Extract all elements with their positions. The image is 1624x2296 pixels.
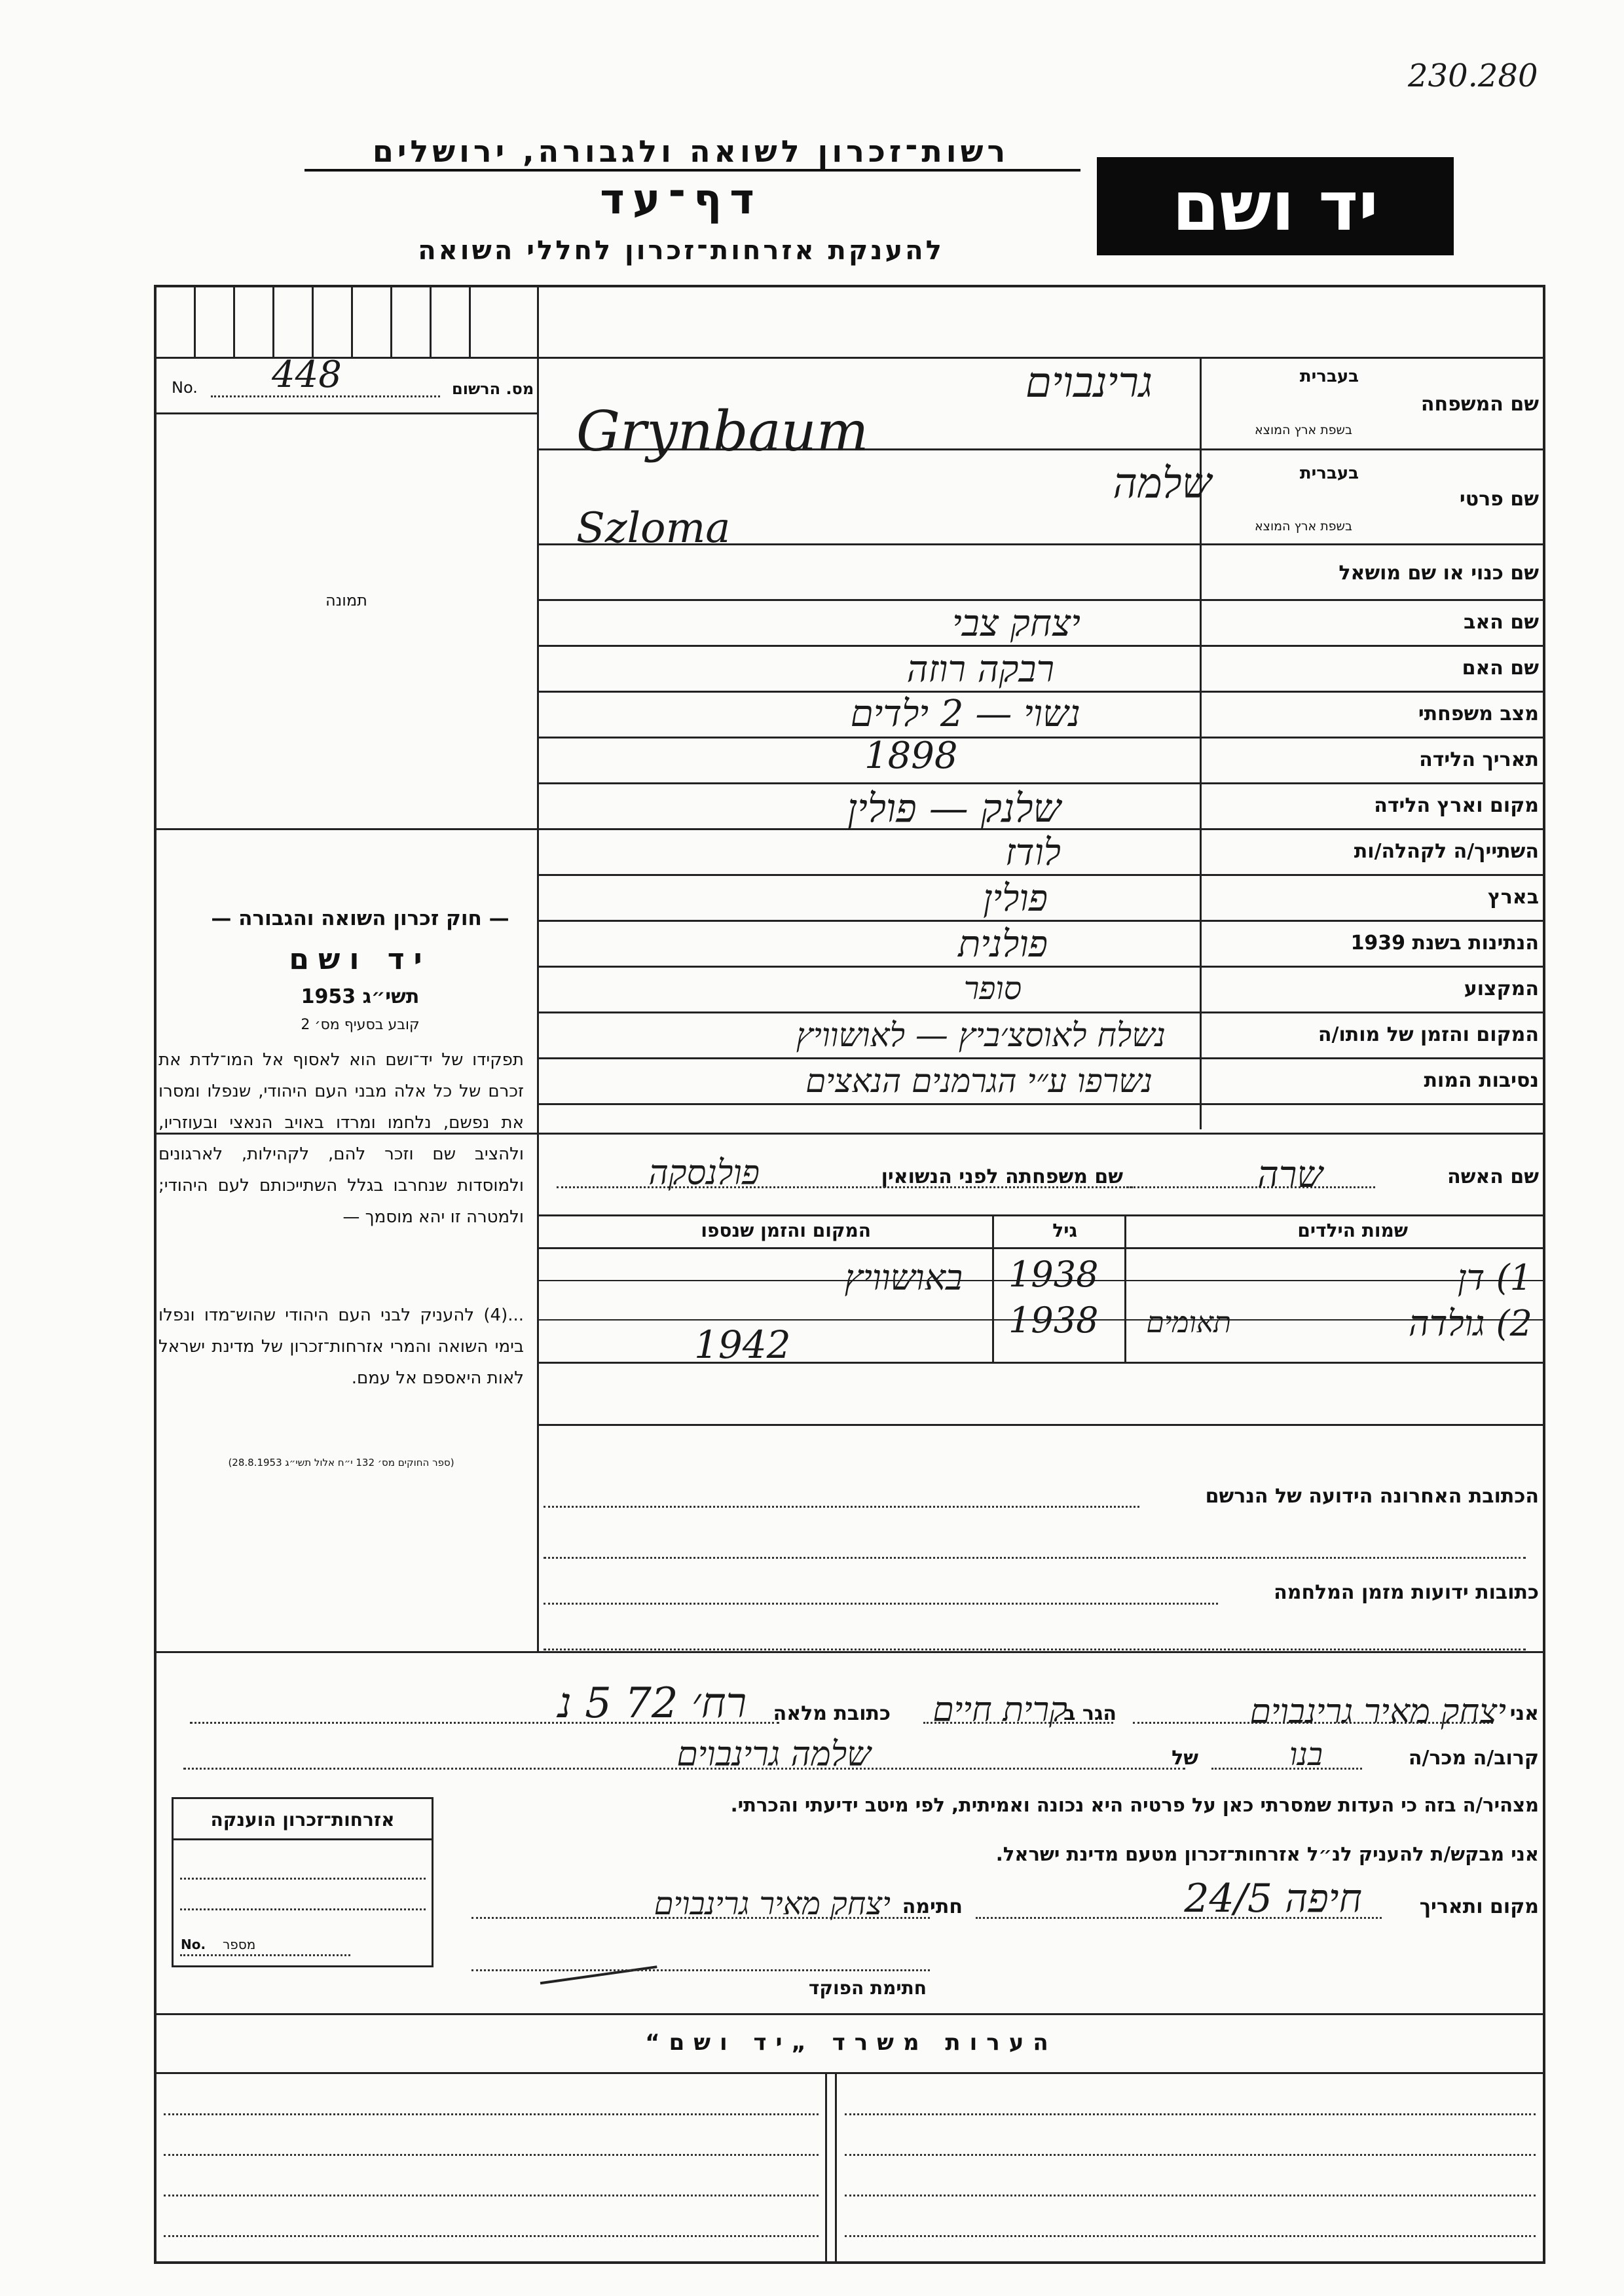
photo-label: תמונה [325, 591, 367, 610]
place-date-label: מקום ותאריך [1419, 1895, 1539, 1918]
decl-full-address-label: כתובת מלאה [773, 1702, 891, 1725]
first-name-sub-hebrew: בעברית [1299, 464, 1359, 483]
children-place-header: המקום והזמן שנספו [701, 1220, 871, 1241]
signature-value[interactable]: יצחק מאיר גרינבוים [654, 1886, 891, 1922]
law-source: (ספר החוקים מס׳ 132 י״ח אלול תשי״ג 28.8.1953) [228, 1457, 454, 1468]
war-address-label: כתובות ידועות מזמן המלחמה [1274, 1581, 1539, 1604]
decl-resides-label: הגר ב [1063, 1702, 1116, 1725]
wife-maiden-value[interactable]: פולנסקה [648, 1154, 760, 1193]
first-name-sub-origin: בשפת ארץ המוצא [1254, 519, 1352, 534]
family-name-sub-hebrew: בעברית [1299, 367, 1359, 386]
law-body-2: ...(4) להעניק לבני העם היהודי שהוש־מדו ונפלו בימי השואה והמרי אזרחות־זכרון של מדינת ישראל לאות היאספם אל עמם. [158, 1305, 524, 1388]
mother-label: שם האם [1462, 657, 1539, 680]
officer-signature-label: חתימת הפוקד [808, 1977, 927, 1999]
law-year: תשי״ג 1953 [301, 985, 420, 1008]
death-place-value[interactable]: נשלח לאוסצ׳ביץ — לאושוויץ [796, 1016, 1166, 1054]
birth-date-label: תאריך הלידה [1419, 748, 1539, 771]
decl-statement: מצהיר/ה בזה כי העדות שמסרתי כאן על פרטיה היא נכונה ואמיתית, לפי מיטב ידיעתי והכרתי. [730, 1794, 1539, 1816]
child-2-name[interactable]: 2) גולדה [1408, 1303, 1532, 1344]
mother-value[interactable]: רבקה רוזה [906, 648, 1054, 691]
decl-resides-value[interactable]: קרית חיים [932, 1690, 1067, 1730]
father-label: שם האב [1464, 611, 1539, 634]
profession-value[interactable]: סופר [963, 970, 1022, 1007]
wife-maiden-label: שם משפחתה לפני הנשואין [881, 1165, 1123, 1188]
child-1-place[interactable]: באושוויץ [844, 1257, 963, 1298]
citizenship-box-number-label: מספר [223, 1937, 256, 1952]
law-clause: קובע בסעיף מס׳ 2 [301, 1017, 420, 1033]
death-circumstances-label: נסיבות המות [1424, 1069, 1539, 1092]
child-2-age[interactable]: 1938 [1008, 1300, 1099, 1341]
child-1-name[interactable]: 1) דן [1457, 1257, 1532, 1298]
last-address-label: הכתובת האחרונה הידועה של הנרשם [1205, 1485, 1539, 1508]
child-2-place[interactable]: 1942 [694, 1322, 791, 1367]
law-name: יד ושם [289, 943, 432, 976]
citizenship-box-title: אזרחות־זכרון הוענקה [210, 1809, 395, 1831]
decl-request: אני מבקש/ת להעניק לנ״ל אזרחות־זכרון מטעם מדינת ישראל. [995, 1843, 1539, 1865]
child-1-age[interactable]: 1938 [1008, 1254, 1099, 1295]
father-value[interactable]: יצחק צבי [952, 602, 1080, 645]
death-place-label: המקום והזמן של מותו/ה [1318, 1023, 1539, 1046]
place-date-value[interactable]: חיפה 24/5 [1184, 1876, 1362, 1922]
decl-of-value[interactable]: שלמה גרינבוים [676, 1735, 871, 1774]
children-names-header: שמות הילדים [1297, 1220, 1408, 1241]
wife-label: שם האשה [1447, 1165, 1539, 1188]
authority-name: רשות־זכרון לשואה ולגבורה, ירושלים [372, 134, 1010, 169]
nickname-label: שם כנוי או שם מושאל [1338, 562, 1539, 585]
citizenship-value[interactable]: פולנית [958, 923, 1048, 966]
form-subtitle: להענקת אזרחות־זכרון לחללי השואה [418, 236, 944, 266]
family-name-origin[interactable]: Grynbaum [576, 399, 869, 464]
birth-date-value[interactable]: 1898 [864, 735, 958, 777]
community-label: השתייך/ה לקהלה/ות [1354, 840, 1539, 863]
country-value[interactable]: פולין [983, 877, 1048, 920]
child-2-twins-note: תאומים [1146, 1306, 1231, 1339]
wife-value[interactable]: שרה [1257, 1154, 1323, 1196]
decl-of-label: של [1172, 1747, 1198, 1770]
family-name-label: שם המשפחה [1420, 393, 1539, 416]
community-value[interactable]: לודז [1005, 831, 1061, 874]
children-age-header: גיל [1052, 1220, 1077, 1241]
decl-relative-label: קרוב/ה מכר/ה [1408, 1747, 1539, 1770]
decl-full-address-value[interactable]: רח׳ 72 5 נ [557, 1679, 747, 1728]
first-name-hebrew[interactable]: שלמה [1113, 460, 1211, 508]
family-name-hebrew[interactable]: גרינבוים [1025, 359, 1153, 407]
law-body-1: תפקידו של יד־ושם הוא לאסוף אל המו־לדת את זכרם של כל אלה מבני העם היהודי, שנפלו ומסרו את נפשם, נלחמו ומרדו באויב הנאצי ובעוזריו, ולהציב שם וזכר להם, לקהילות, לארגונים ולמוסדות שנחרבו בגלל השתייכותם לעם היהודי; ולמטרה זו יהא מוסמך — [158, 1050, 524, 1227]
registration-label: מס. הרשום [452, 380, 534, 398]
yad-vashem-logo [1097, 157, 1454, 255]
citizenship-label: הנתינות בשנת 1939 [1350, 932, 1539, 955]
marital-label: מצב משפחתי [1418, 702, 1539, 725]
family-name-sub-origin: בשפת ארץ המוצא [1254, 423, 1352, 437]
registration-no-label: No. [172, 378, 198, 397]
decl-name[interactable]: יצחק מאיר גרינבוים [1249, 1692, 1506, 1732]
birth-place-label: מקום וארץ הלידה [1374, 794, 1539, 817]
country-label: בארץ [1487, 886, 1539, 909]
citizenship-box-no-label: No. [181, 1937, 206, 1952]
birth-place-value[interactable]: שלנק — פולין [847, 786, 1061, 831]
archive-number: 230.280 [1408, 58, 1538, 94]
first-name-origin[interactable]: Szloma [576, 504, 731, 553]
decl-i-label: אני [1509, 1702, 1539, 1725]
first-name-label: שם פרטי [1459, 488, 1539, 511]
registration-number: 448 [272, 354, 342, 396]
profession-label: המקצוע [1464, 977, 1539, 1000]
form-title: דף־עד [600, 175, 762, 224]
law-heading: — חוק זכרון השואה והגבורה — [211, 907, 509, 930]
death-circumstances-value[interactable]: נשרפו ע״י הגרמנים הנאצים [805, 1062, 1153, 1100]
decl-relative-value[interactable]: בנו [1289, 1736, 1323, 1773]
marital-value[interactable]: נשוי — 2 ילדים [850, 693, 1080, 735]
signature-label: חתימה [902, 1895, 963, 1918]
logo-text: יד ושם [1172, 166, 1378, 246]
office-notes-title: הערות משרד „יד ושם“ [645, 2030, 1058, 2056]
